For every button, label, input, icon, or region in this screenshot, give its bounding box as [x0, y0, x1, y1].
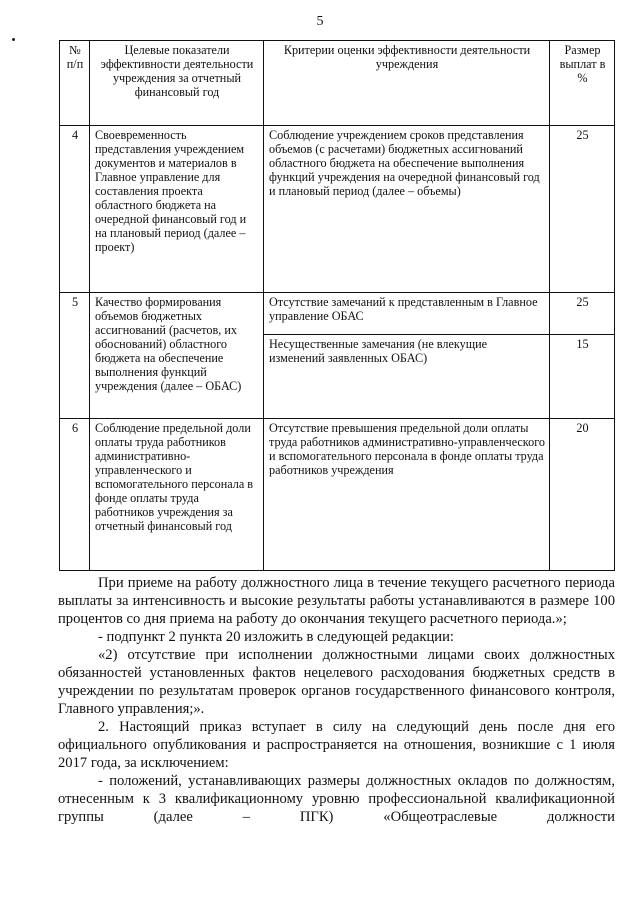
row-criterion: Отсутствие замечаний к представленным в Главное управление ОБАС [264, 293, 550, 335]
row-criterion: Несущественные замечания (не влекущие изменений заявленных ОБАС) [264, 335, 550, 419]
row-number: 6 [60, 419, 90, 571]
paragraph-new-wording: «2) отсутствие при исполнении должностными лицами своих должностных обязанностей установленных фактов нецелевого расходования бюджетных средств в учреждении по результатам проверок органов государственного финансового контроля, Главного управления;». [58, 647, 615, 717]
table-row [60, 293, 615, 335]
row-number: 4 [60, 126, 90, 293]
row-indicator: Качество формирования объемов бюджетных ассигнований (расчетов, их обоснований) областного бюджета на обеспечение выполнения функций учреждения (далее – ОБАС) [90, 293, 264, 419]
row-criterion: Соблюдение учреждением сроков представления объемов (с расчетами) бюджетных ассигнований областного бюджета на обеспечение выполнения функций учреждения на очередной финансовый год и плановый период (далее – объемы) [264, 126, 550, 293]
page-number: 5 [316, 14, 324, 29]
paragraph-entry-into-force: 2. Настоящий приказ вступает в силу на следующий день после дня его официального опубликования и распространяется на отношения, возникшие с 1 июля 2017 года, за исключением: [58, 719, 615, 771]
scan-speck [12, 38, 15, 41]
header-criteria: Критерии оценки эффективности деятельности учреждения [264, 41, 550, 126]
header-num: № п/п [60, 41, 90, 126]
row-payment: 25 [550, 293, 615, 335]
paragraph-provisions: - положений, устанавливающих размеры должностных окладов по должностям, отнесенным к 3 квалификационному уровню профессиональной квалификационной группы (далее – ПГК) «Общеотраслевые должности [58, 773, 615, 825]
row-number: 5 [60, 293, 90, 419]
paragraph-hiring: При приеме на работу должностного лица в течение текущего расчетного периода выплаты за интенсивность и высокие результаты работы устанавливаются в размере 100 процентов со дня приема на работу до окончания текущего расчетного периода.»; [58, 575, 615, 627]
row-indicator: Своевременность представления учреждением документов и материалов в Главное управление для составления проекта областного бюджета на очередной финансовый год и на плановый период (далее – проект) [90, 126, 264, 293]
body-text [58, 574, 615, 826]
row-payment: 25 [550, 126, 615, 293]
header-indicator: Целевые показатели эффективности деятельности учреждения за отчетный финансовый год [90, 41, 264, 126]
paragraph-subclause: - подпункт 2 пункта 20 изложить в следующей редакции: [98, 629, 454, 645]
header-payment: Размер выплат в % [550, 41, 615, 126]
row-payment: 20 [550, 419, 615, 571]
criteria-table [59, 40, 615, 571]
row-indicator: Соблюдение предельной доли оплаты труда работников административно-управленческого и вспомогательного персонала в фонде оплаты труда работников учреждения за отчетный финансовый год [90, 419, 264, 571]
row-payment: 15 [550, 335, 615, 419]
table-row [60, 419, 615, 571]
table-header-row [60, 41, 615, 126]
row-criterion: Отсутствие превышения предельной доли оплаты труда работников административно-управленческого и вспомогательного персонала в фонде оплаты труда работников учреждения [264, 419, 550, 571]
table-row [60, 126, 615, 293]
